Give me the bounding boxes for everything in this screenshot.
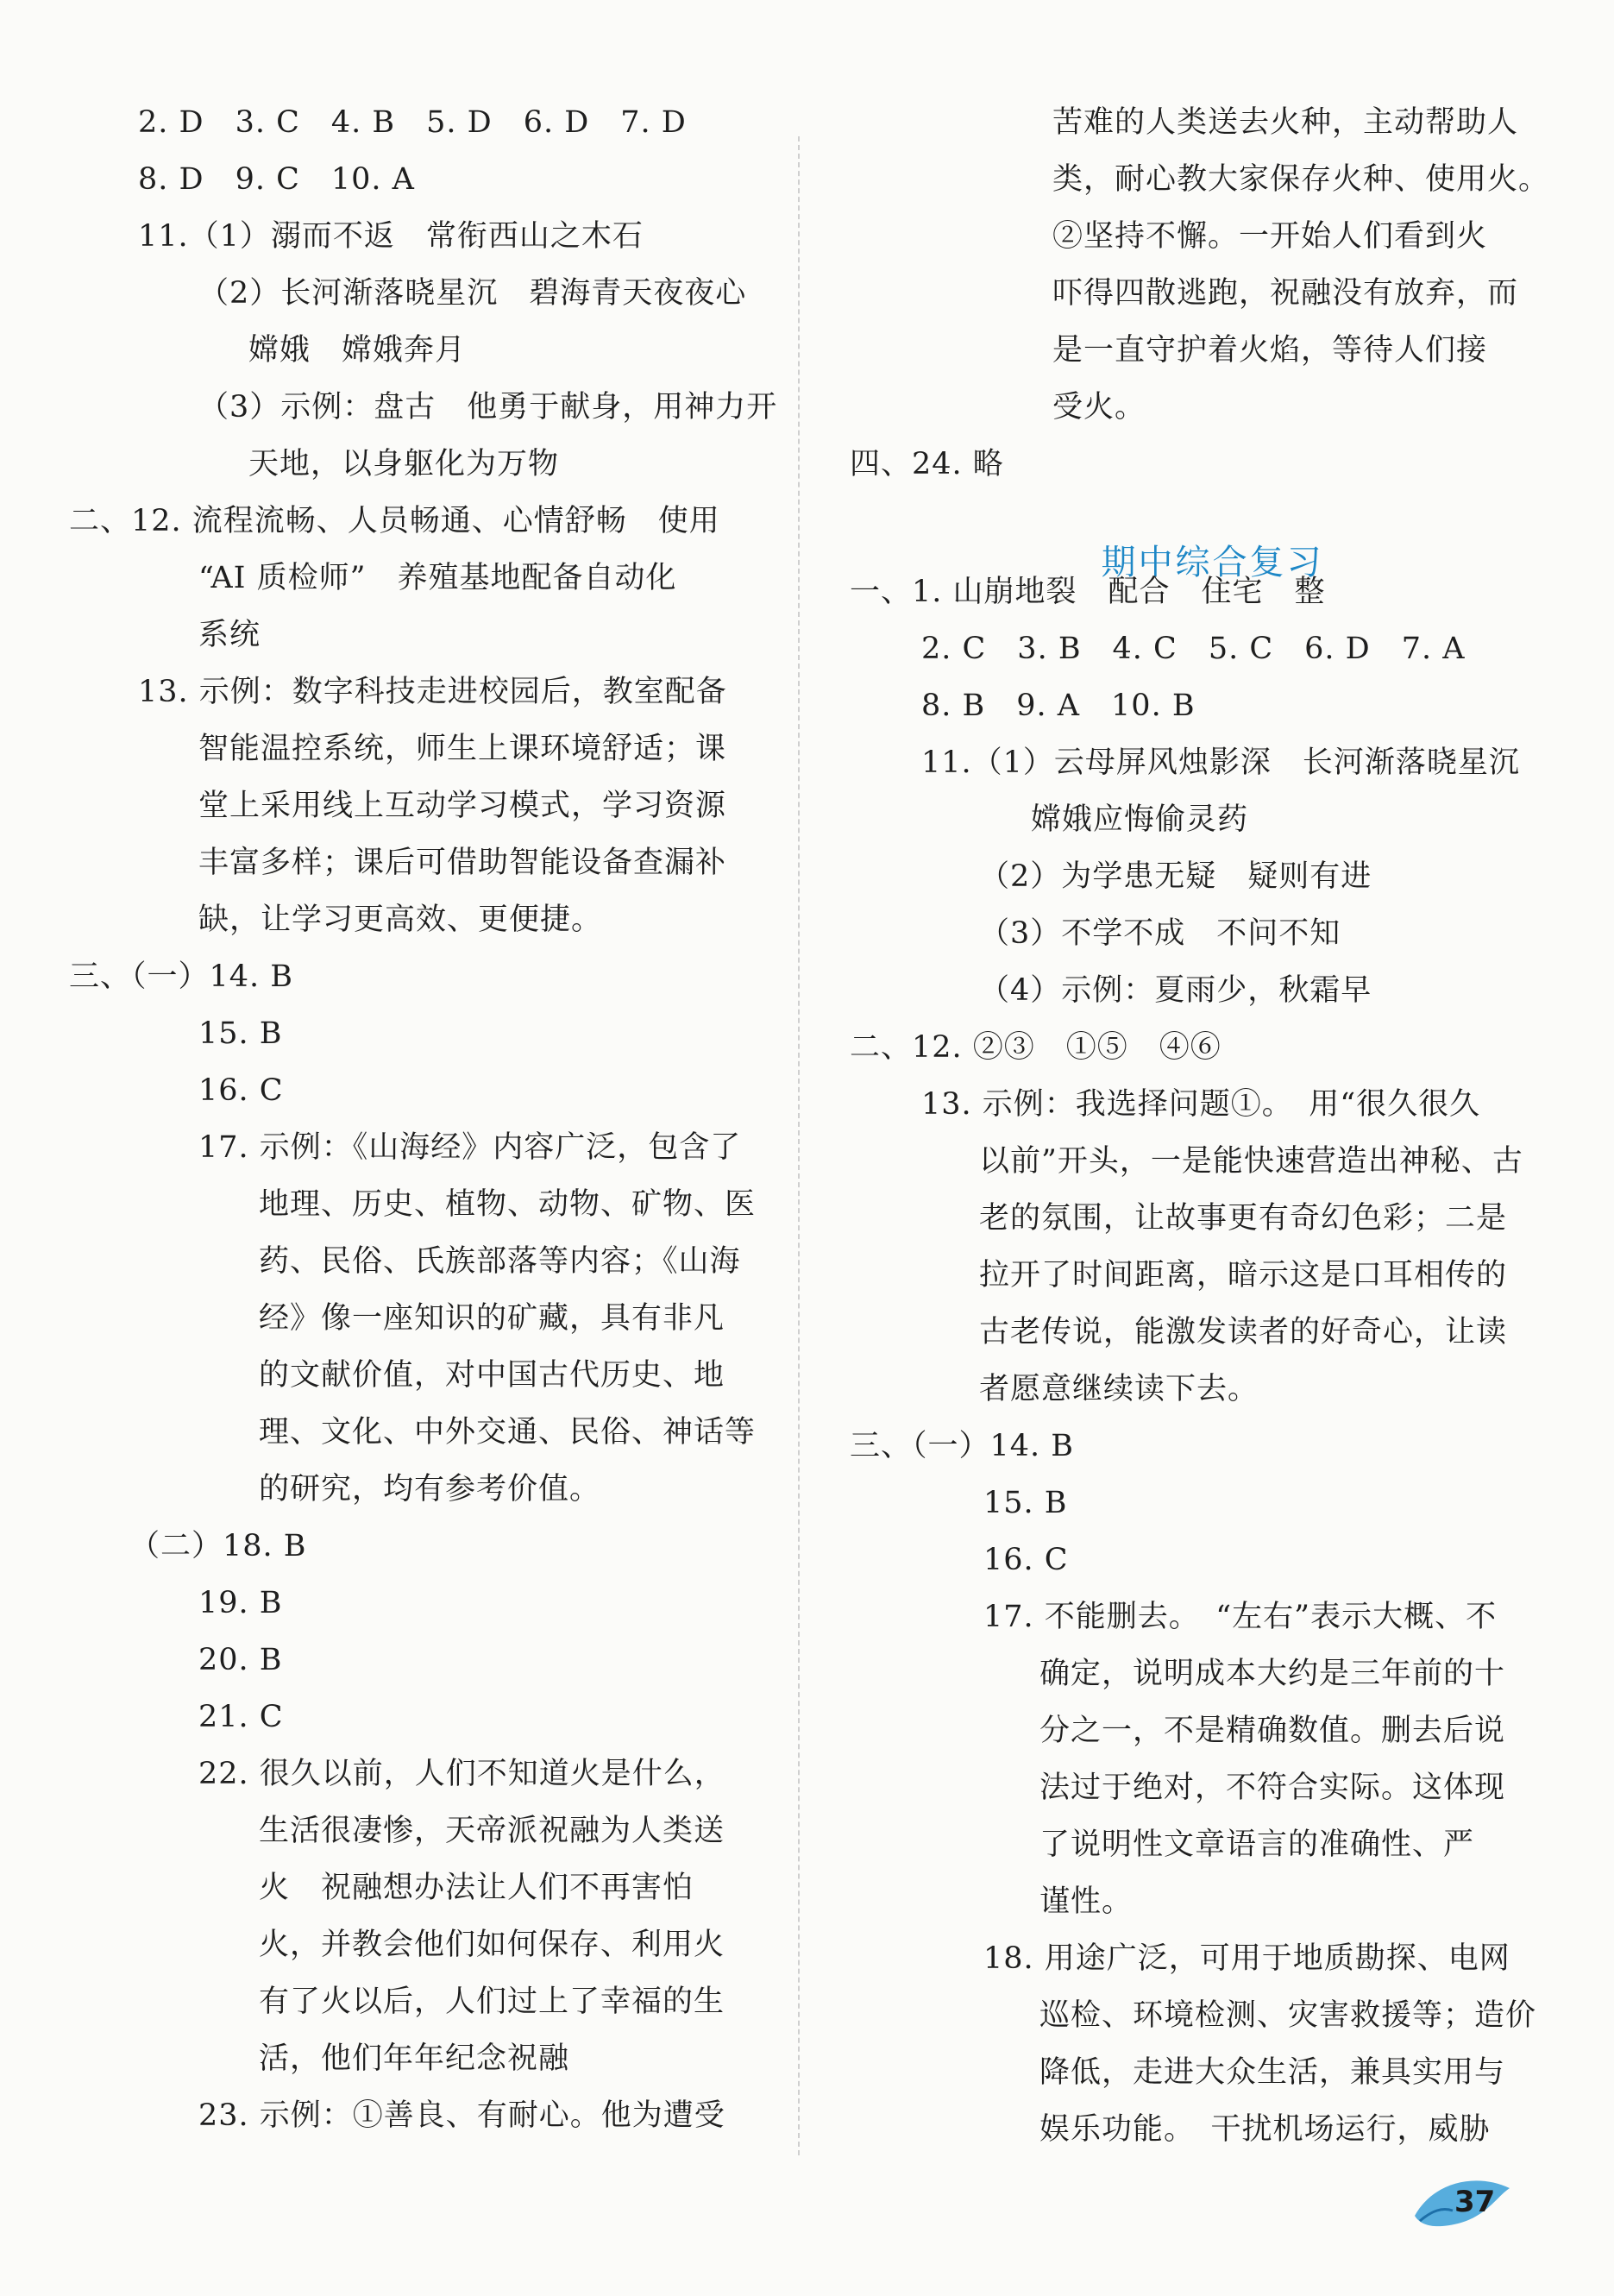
- answer-line: 智能温控系统，师生上课环境舒适；课: [198, 732, 727, 766]
- answer-line: 理、文化、中外交通、民俗、神话等: [259, 1415, 757, 1450]
- answer-line: 火 祝融想办法让人们不再害怕: [259, 1871, 694, 1905]
- answer-line: 丰富多样；课后可借助智能设备查漏补: [198, 846, 727, 880]
- answer-line: 药、民俗、氏族部落等内容；《山海: [259, 1244, 741, 1279]
- answer-line: 8. B 9. A 10. B: [921, 689, 1196, 723]
- answer-line: 娱乐功能。 干扰机场运行，威胁: [1039, 2112, 1491, 2147]
- answer-line: ②坚持不懈。一开始人们看到火: [1052, 219, 1488, 254]
- answer-line: （二）18. B: [129, 1529, 307, 1563]
- section-heading: 期中综合复习: [1101, 543, 1324, 582]
- answer-line: 21. C: [198, 1700, 284, 1734]
- answer-line: 有了火以后，人们过上了幸福的生: [259, 1985, 725, 2019]
- answer-line: 生活很凄惨，天帝派祝融为人类送: [259, 1814, 725, 1848]
- answer-line: 嫦娥应悔偷灵药: [1031, 802, 1249, 837]
- answer-line: 13. 示例：我选择问题①。 用“很久很久: [921, 1087, 1481, 1122]
- answer-line: 类，耐心教大家保存火种、使用火。: [1052, 162, 1550, 197]
- answer-line: 的研究，均有参考价值。: [259, 1472, 601, 1507]
- answer-line: 分之一，不是精确数值。删去后说: [1039, 1714, 1506, 1748]
- answer-line: 火，并教会他们如何保存、利用火: [259, 1928, 725, 1962]
- answer-line: 古老传说，能激发读者的好奇心，让读: [979, 1315, 1508, 1349]
- answer-line: 地理、历史、植物、动物、矿物、医: [259, 1187, 757, 1222]
- answer-line: 系统: [198, 618, 261, 652]
- answer-line: 了说明性文章语言的准确性、严: [1039, 1827, 1475, 1862]
- answer-line: 16. C: [198, 1073, 284, 1108]
- answer-line: 谨性。: [1039, 1884, 1134, 1919]
- answer-line: “AI 质检师” 养殖基地配备自动化: [198, 561, 677, 595]
- answer-line: 苦难的人类送去火种，主动帮助人: [1052, 105, 1519, 140]
- page-number: 37: [1454, 2185, 1496, 2219]
- answer-line: 二、12. ②③ ①⑤ ④⑥: [850, 1030, 1221, 1065]
- answer-line: 13. 示例：数字科技走进校园后，教室配备: [138, 675, 727, 709]
- answer-line: 22. 很久以前，人们不知道火是什么，: [198, 1757, 725, 1791]
- answer-line: （3）示例：盘古 他勇于献身，用神力开: [198, 390, 778, 425]
- answer-line: 19. B: [198, 1586, 283, 1620]
- answer-line: 活，他们年年纪念祝融: [259, 2041, 570, 2076]
- answer-line: 经》像一座知识的矿藏，具有非凡: [259, 1301, 725, 1336]
- answer-line: 缺，让学习更高效、更便捷。: [198, 903, 603, 937]
- answer-line: 堂上采用线上互动学习模式，学习资源: [198, 789, 727, 823]
- answer-line: 以前”开头，一是能快速营造出神秘、古: [979, 1144, 1523, 1179]
- answer-line: 17. 示例：《山海经》内容广泛，包含了: [198, 1130, 742, 1165]
- answer-line: 20. B: [198, 1643, 283, 1677]
- answer-line: 者愿意继续读下去。: [979, 1372, 1259, 1406]
- column-divider: [798, 136, 800, 2155]
- answer-line: 法过于绝对，不符合实际。这体现: [1039, 1771, 1506, 1805]
- answer-line: 老的氛围，让故事更有奇幻色彩；二是: [979, 1201, 1508, 1236]
- answer-line: 的文献价值，对中国古代历史、地: [259, 1358, 725, 1393]
- answer-line: 2. D 3. C 4. B 5. D 6. D 7. D: [138, 105, 687, 140]
- answer-line: 一、1. 山崩地裂 配合 住宅 整: [850, 575, 1326, 609]
- answer-line: 三、（一）14. B: [850, 1429, 1075, 1463]
- answer-line: 二、12. 流程流畅、人员畅通、心情舒畅 使用: [69, 504, 720, 538]
- answer-line: 四、24. 略: [850, 447, 1004, 481]
- answer-line: 确定，说明成本大约是三年前的十: [1039, 1657, 1506, 1691]
- answer-line: 2. C 3. B 4. C 5. C 6. D 7. A: [921, 632, 1466, 666]
- answer-line: 吓得四散逃跑，祝融没有放弃，而: [1052, 276, 1519, 311]
- answer-line: 17. 不能删去。 “左右”表示大概、不: [983, 1600, 1498, 1634]
- answer-line: 11.（1）云母屏风烛影深 长河渐落晓星沉: [921, 745, 1520, 780]
- answer-line: 拉开了时间距离，暗示这是口耳相传的: [979, 1258, 1508, 1293]
- answer-line: 23. 示例：①善良、有耐心。他为遭受: [198, 2098, 725, 2133]
- answer-line: 受火。: [1052, 390, 1146, 425]
- answer-line: 是一直守护着火焰，等待人们接: [1052, 333, 1488, 368]
- answer-line: （2）长河渐落晓星沉 碧海青天夜夜心: [198, 276, 747, 311]
- answer-line: 巡检、环境检测、灾害救援等；造价: [1039, 1998, 1537, 2033]
- answer-line: （2）为学患无疑 疑则有进: [979, 859, 1372, 894]
- answer-line: 三、（一）14. B: [69, 959, 294, 994]
- answer-line: （4）示例：夏雨少，秋霜早: [979, 973, 1372, 1008]
- answer-line: 15. B: [983, 1486, 1068, 1520]
- answer-line: 8. D 9. C 10. A: [138, 162, 415, 197]
- answer-line: 降低，走进大众生活，兼具实用与: [1039, 2055, 1506, 2090]
- answer-line: 16. C: [983, 1543, 1069, 1577]
- answer-line: 15. B: [198, 1016, 283, 1051]
- answer-line: 天地，以身躯化为万物: [248, 447, 560, 481]
- answer-line: 11.（1）溺而不返 常衔西山之木石: [138, 219, 644, 254]
- answer-line: 18. 用途广泛，可用于地质勘探、电网: [983, 1941, 1510, 1976]
- answer-line: 嫦娥 嫦娥奔月: [248, 333, 467, 368]
- answer-line: （3）不学不成 不问不知: [979, 916, 1341, 951]
